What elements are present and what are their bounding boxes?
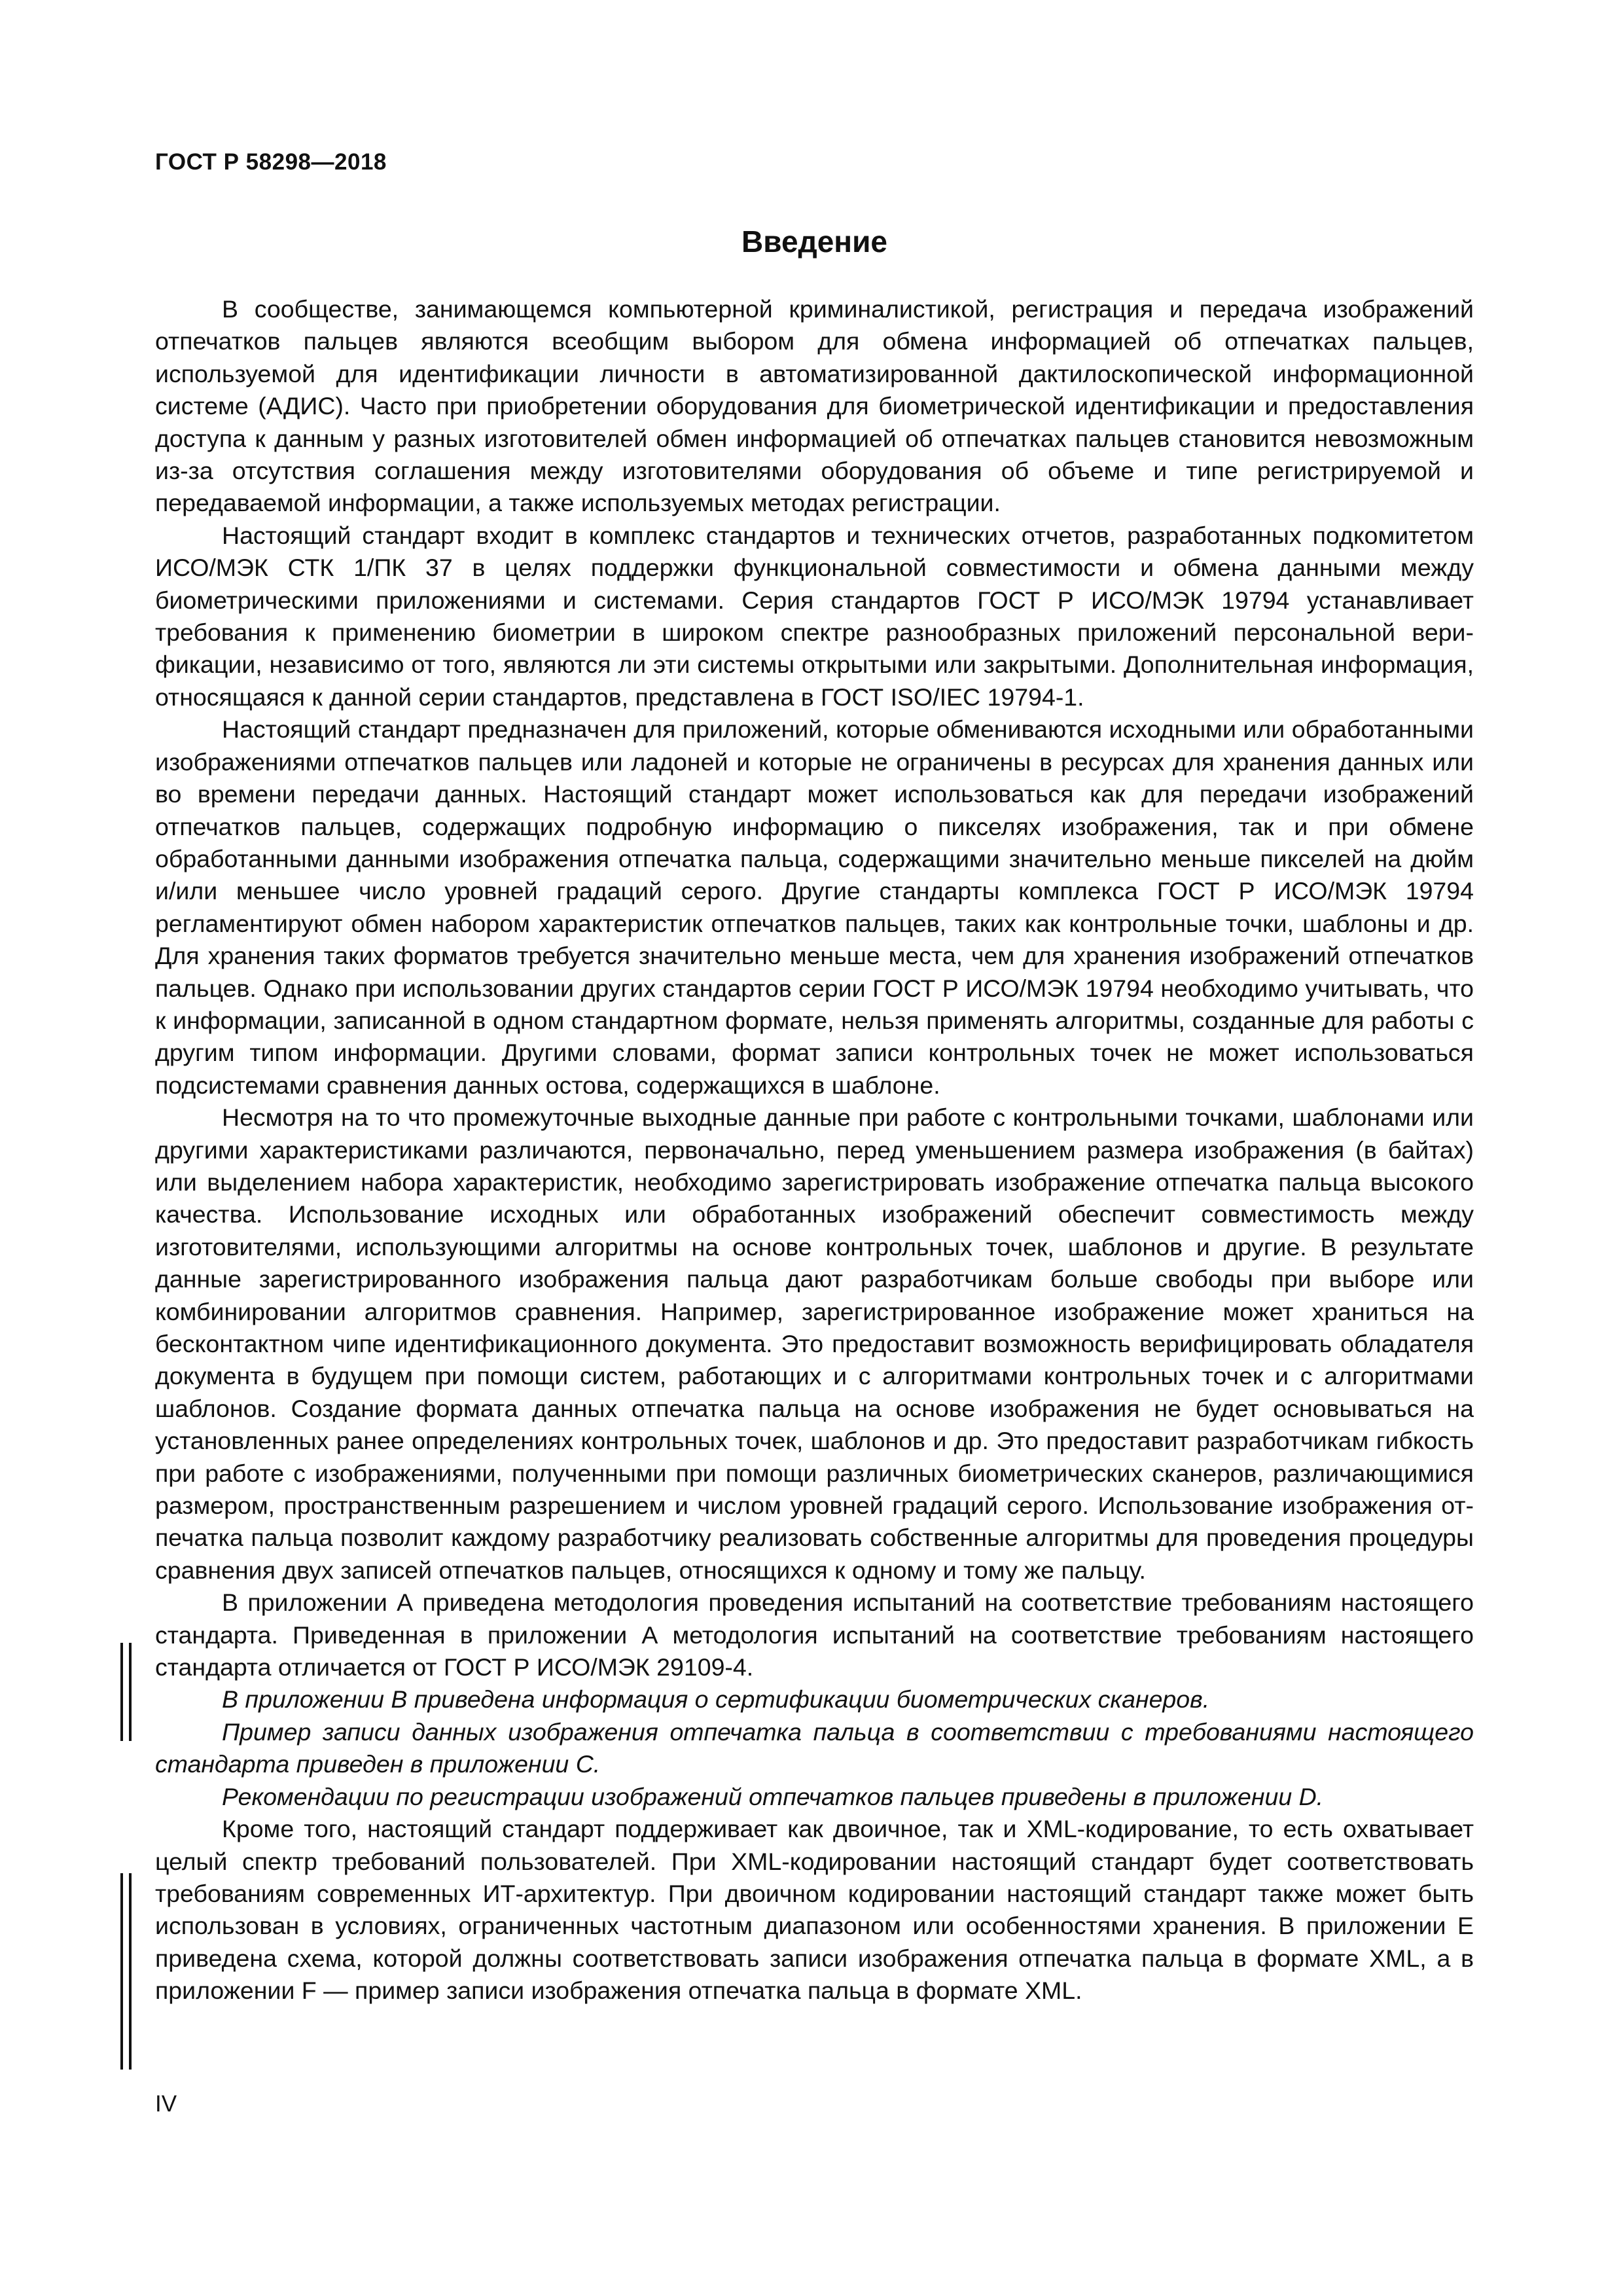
body-text [155,293,1474,2007]
paragraph-xml: Кроме того, настоящий стандарт поддерживает как двоичное, так и XML-кодирование, то есть охватывает целый спектр требований пользователей. При XML-кодировании настоящий стандарт будет соответствовать требованиям современных ИТ-архитектур. При двоичном кодировании настоящий стандарт также может быть использован в условиях, ограниченных частотным диапазоном или особенностями хранения. В приложении Е приведена схема, которой должны соответствовать записи изображения отпечатка пальца в формате XML, а в приложении F — пример записи изображения отпечатка пальца в формате XML. [155,1815,1474,2005]
paragraph: Настоящий стандарт предназначен для приложений, которые обмениваются исходными или обработанными изображениями отпечатков пальцев или ладоней и которые не ограничены в ресурсах для хранения данных или во времени передачи данных. Настоящий стандарт может использоваться как для передачи изображений отпечатков пальцев, содержащих подробную информацию о пикселях изображения, так и при обмене обработанными данными изображения отпечатка пальца, содержащими значительно меньше пикселей на дюйм и/или меньшее число уровней градаций серого. Другие стандарты комплекса ГОСТ Р ИСО/МЭК 19794 регламентируют обмен набором характеристик отпечатков пальцев, таких как контрольные точки, шаблоны и др. Для хранения таких форматов требуется значительно меньше места, чем для хранения изображений отпечатков пальцев. Однако при использовании других стандартов серии ГОСТ Р ИСО/МЭК 19794 необходимо учитывать, что к информации, записанной в одном стандартном формате, нельзя применять алгоритмы, созданные для работы с другим типом информации. Другими словами, формат записи контрольных точек не может использоваться подсистемами сравнения данных остова, содержащихся в шаблоне. [155,715,1474,1099]
paragraph: Несмотря на то что промежуточные выходные данные при работе с контрольными точками, шаблонами или другими характеристиками различаются, первоначально, перед уменьшением размера изображения (в байтах) или выделением набора характеристик, необходимо зарегистрировать изображение отпечатка пальца высокого качества. Использование исходных или обработанных изображений обеспечит совместимость между изготовителями, использующими алгоритмы на основе контрольных точек, шаблонов и другие. В результате данные зарегистрированного изображения пальца дают разработчикам больше свободы при выборе или комбинировании алгоритмов сравнения. Например, зарегистрированное изображение может храниться на бесконтактном чипе идентификационного документа. Это предоставит возможность верифицировать обладателя документа в будущем при помощи систем, работающих и с алгоритмами контрольных точек и с алгоритмами шаблонов. Создание формата данных отпечатка пальца на основе изображения не будет основываться на установленных ранее определениях контрольных точек, шаблонов и др. Это предоставит разработчикам гибкость при работе с изображениями, полученными при помощи различных биометрических сканеров, различающимися размером, пространственным разрешением и числом уровней градаций серого. Использование изображения отпечатка пальца позволит каждому разработчику реализовать собственные алгоритмы для проведения процедуры сравнения двух записей отпечатков пальцев, относящихся к одному и тому же пальцу. [155,1103,1474,1584]
paragraph: В сообществе, занимающемся компьютерной криминалистикой, регистрация и передача изображений отпечатков пальцев являются всеобщим выбором для обмена информацией об отпечатках пальцев, используемой для идентификации личности в автоматизированной дактилоскопической информационной системе (АДИС). Часто при приобретении оборудования для биометрической идентификации и предоставления доступа к данным у разных изготовителей обмен информацией об отпечатках пальцев становится невозможным из-за отсутствия соглашения между изготовителями оборудования об объеме и типе регистрируемой и передаваемой информации, а также используемых методах регистрации. [155,295,1474,517]
paragraph: Настоящий стандарт входит в комплекс стандартов и технических отчетов, разработанных подкомитетом ИСО/МЭК СТК 1/ПК 37 в целях поддержки функциональной совместимости и обмена данными между биометрическими приложениями и системами. Серия стандартов ГОСТ Р ИСО/МЭК 19794 устанавливает требования к применению биометрии в широком спектре разнообразных приложений персональной верификации, независимо от того, являются ли эти системы открытыми или закрытыми. Дополнительная информация, относящаяся к данной серии стандартов, представлена в ГОСТ ISO/IEC 19794-1. [155,521,1474,711]
paragraph-appendix-d: Рекомендации по регистрации изображений отпечатков пальцев приведены в приложении D. [222,1782,1324,1810]
change-bar-left [120,1873,123,2070]
section-title: Введение [741,224,887,259]
paragraph-appendix-b: В приложении В приведена информация о сертификации биометрических сканеров. [222,1685,1210,1713]
change-bar-right [129,1643,132,1741]
page-number: IV [155,2091,177,2117]
document-code: ГОСТ Р 58298—2018 [155,149,387,175]
paragraph-appendix-c: Пример записи данных изображения отпечатка пальца в соответствии с требованиями настоящего стандарта приведен в приложении С. [155,1717,1474,1778]
paragraph-appendix-a: В приложении А приведена методология проведения испытаний на соответствие требованиям настоящего стандарта. Приведенная в приложении А методология испытаний на соответствие требованиям настоящего стандарта отличается от ГОСТ Р ИСО/МЭК 29109-4. [155,1588,1474,1681]
change-bar-right [129,1873,132,2070]
change-bar-left [120,1643,123,1741]
